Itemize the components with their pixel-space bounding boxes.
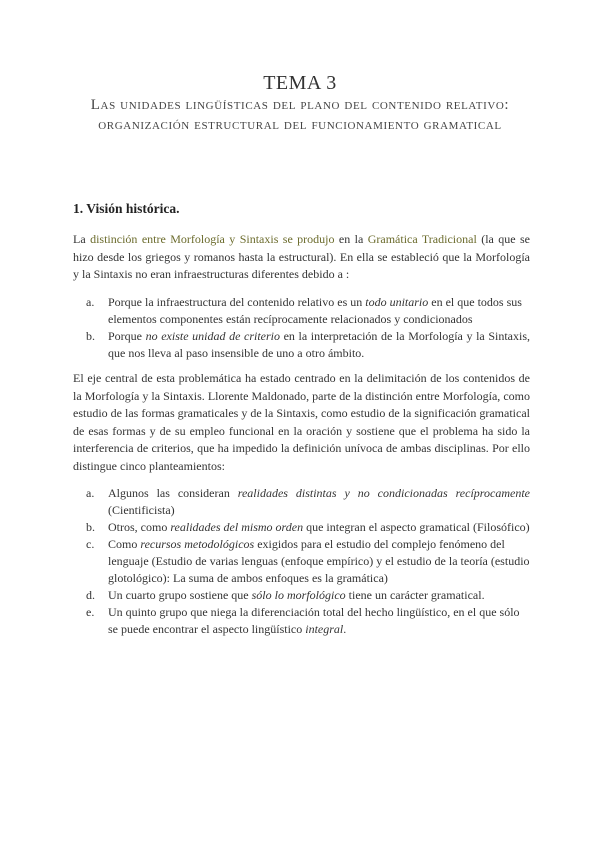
item-text: Porque bbox=[108, 329, 146, 343]
item-text: (Cientificista) bbox=[108, 503, 175, 517]
list-item bbox=[86, 587, 530, 604]
item-emphasis: realidades distintas y no condicionadas recíprocamente bbox=[237, 486, 530, 500]
approaches-list bbox=[86, 485, 530, 638]
item-text: Otros, como bbox=[108, 520, 171, 534]
list-item bbox=[86, 294, 530, 328]
intro-paragraph bbox=[73, 231, 530, 284]
list-marker: c. bbox=[86, 537, 95, 551]
item-text: que integran el aspecto gramatical (Filosófico) bbox=[303, 520, 530, 534]
item-emphasis: sólo lo morfológico bbox=[251, 588, 346, 602]
item-emphasis: todo unitario bbox=[365, 295, 429, 309]
list-marker: b. bbox=[86, 329, 95, 343]
item-text: tiene un carácter gramatical. bbox=[345, 588, 485, 602]
list-item bbox=[86, 485, 530, 519]
item-text: Porque la infraestructura del contenido relativo es un bbox=[108, 295, 366, 309]
item-emphasis: no existe unidad de criterio bbox=[145, 329, 280, 343]
item-text: . bbox=[343, 622, 347, 636]
list-item bbox=[86, 328, 530, 362]
section-heading: 1. Visión histórica. bbox=[73, 201, 180, 216]
page-title: TEMA 3 bbox=[263, 72, 337, 94]
item-text: en la interpretación de la Morfología y la Sintaxis, que nos lleva al paso insensible de uno a otro ámbito. bbox=[108, 329, 531, 360]
reasons-list bbox=[86, 294, 530, 362]
item-emphasis: integral bbox=[305, 622, 344, 636]
list-marker: a. bbox=[86, 486, 95, 500]
intro-text-3: (la que se hizo desde los griegos y romanos hasta la estructural). En ella se estableció que la Morfología y la Sintaxis no eran infraestructuras diferentes debido a : bbox=[73, 232, 531, 281]
item-text: Un cuarto grupo sostiene que bbox=[108, 588, 252, 602]
list-item bbox=[86, 536, 530, 587]
item-text: Algunos las consideran bbox=[108, 486, 238, 500]
list-marker: e. bbox=[86, 605, 95, 619]
body-paragraph: El eje central de esta problemática ha estado centrado en la delimitación de los contenidos de la Morfología y la Sintaxis. Llorente Maldonado, parte de la distinción entre Morfología, como estudio de las formas gramaticales y de la Sintaxis, como estudio de la significación gramatical de esas formas y de su empleo funcional en la oración y sostiene que el problema ha sido la interferencia de criterios, que ha impedido la definición unívoca de ambas disciplinas. Por ello distingue cinco planteamientos: bbox=[73, 371, 530, 473]
list-marker: d. bbox=[86, 588, 95, 602]
item-text: exigidos para el estudio del complejo fenómeno del lenguaje (Estudio de varias lenguas (enfoque empírico) y el estudio de la teoría (estudio glotológico): La suma de ambos enfoques es la gramática) bbox=[108, 537, 530, 585]
intro-text-1: La bbox=[73, 232, 91, 246]
list-marker: b. bbox=[86, 520, 95, 534]
list-item bbox=[86, 604, 530, 638]
highlight-grammar: Gramática Tradicional bbox=[367, 232, 477, 246]
item-emphasis: recursos metodológicos bbox=[140, 537, 255, 551]
item-text: en el que todos sus elementos componentes están recíprocamente relacionados y condicionados bbox=[108, 295, 522, 326]
item-text: Como bbox=[108, 537, 141, 551]
item-emphasis: realidades del mismo orden bbox=[170, 520, 304, 534]
highlight-distinction: distinción entre Morfología y Sintaxis se produjo bbox=[90, 232, 335, 246]
list-marker: a. bbox=[86, 295, 95, 309]
page-subtitle: Las unidades lingüísticas del plano del contenido relativo: organización estructural del funcionamiento gramatical bbox=[90, 97, 510, 133]
list-item bbox=[86, 519, 530, 536]
intro-text-2: en la bbox=[334, 232, 368, 246]
item-text: Un quinto grupo que niega la diferenciación total del hecho lingüístico, en el que sólo se puede encontrar el aspecto lingüístico bbox=[108, 605, 520, 636]
